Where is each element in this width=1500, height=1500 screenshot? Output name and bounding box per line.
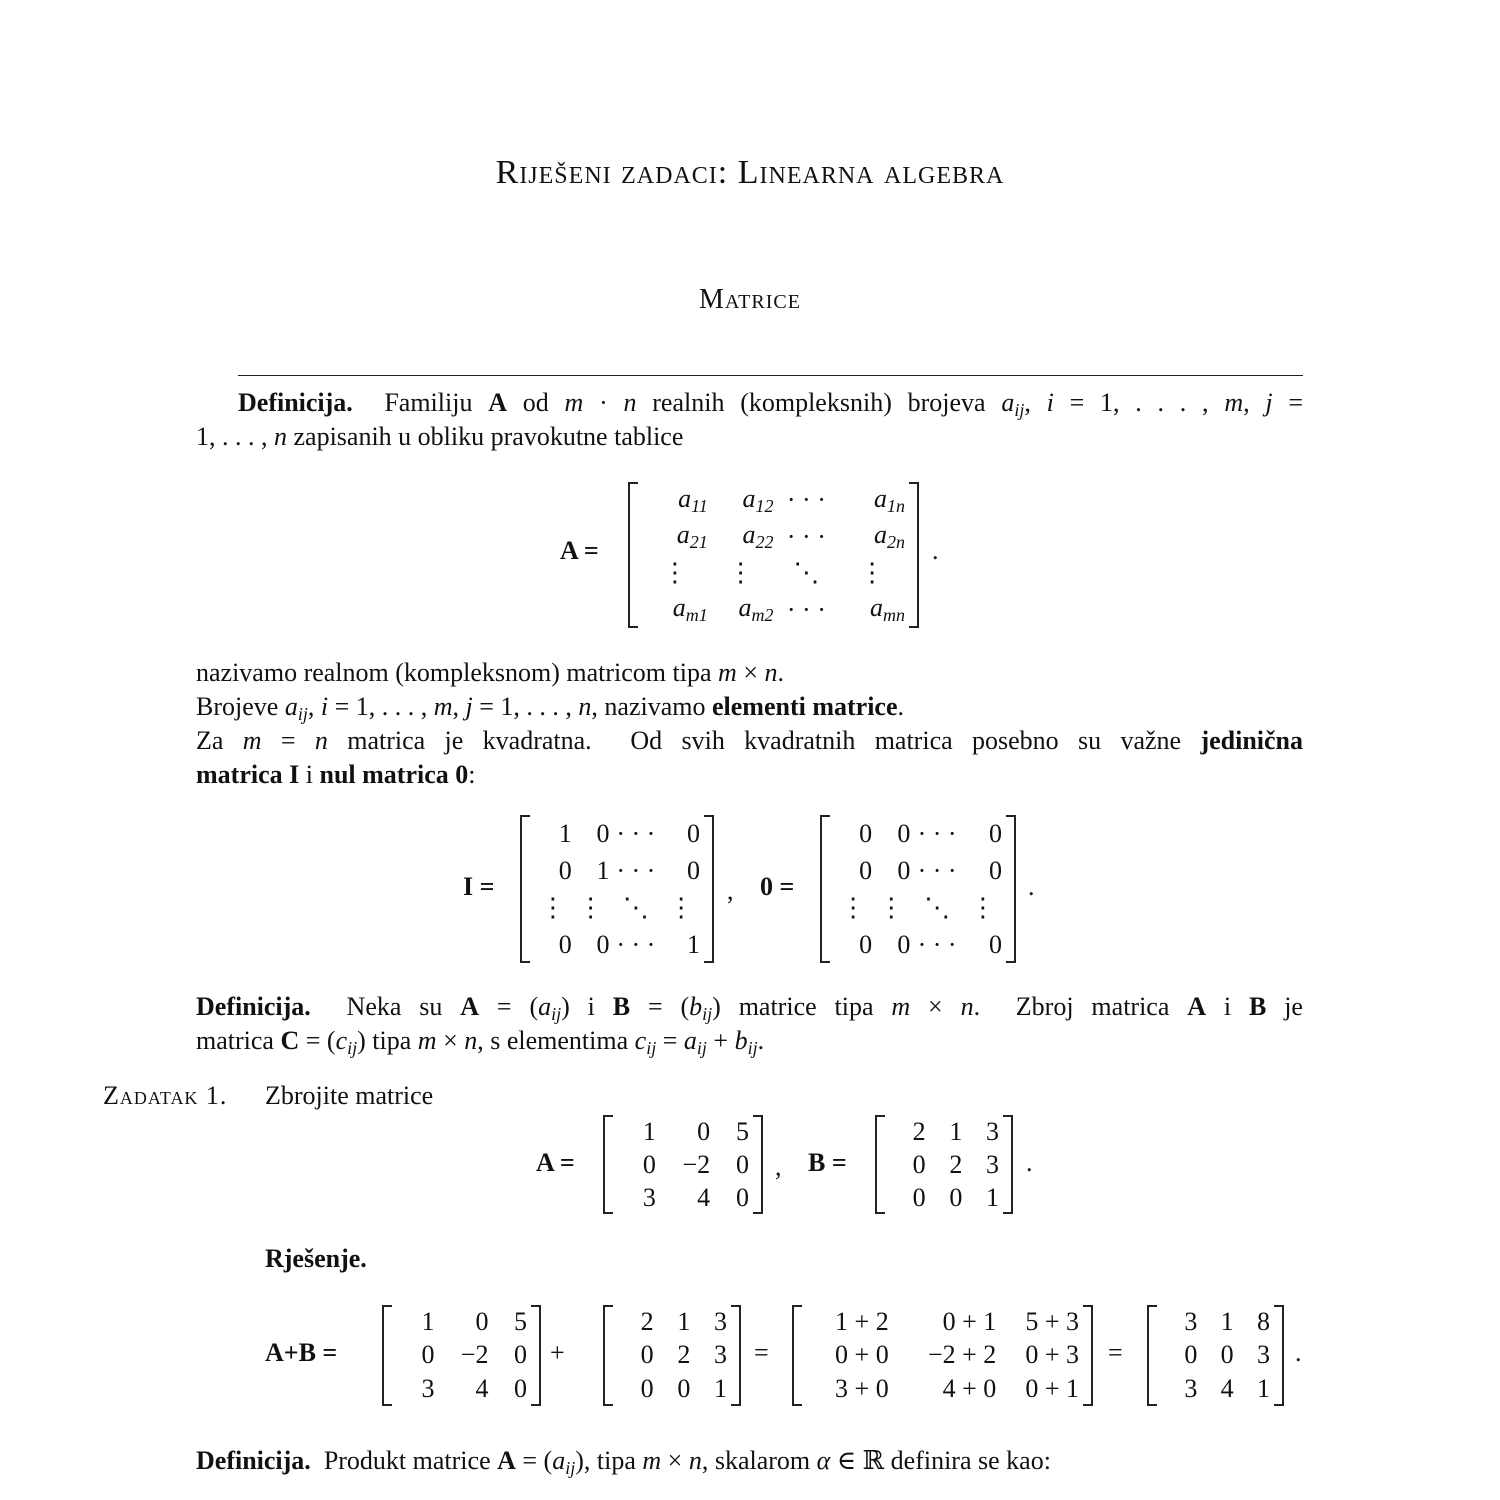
text-run: . — [897, 692, 905, 721]
matrix-cell: 0 + 1 — [1025, 1374, 1079, 1404]
text-run: m — [417, 1026, 437, 1055]
text-run: Produkt matrice — [310, 1446, 498, 1475]
matrix-cell: 2 — [912, 1116, 926, 1146]
text-run: Definicija. — [196, 1446, 311, 1475]
period: . — [1028, 872, 1035, 901]
matrix-cell: 0 — [897, 818, 911, 848]
matrix-cell: · · · — [917, 818, 957, 848]
text-run: ij — [551, 1004, 562, 1024]
text-run: A — [488, 388, 507, 417]
text-run: m — [642, 1446, 662, 1475]
text-run: j — [465, 692, 473, 721]
matrix-b — [875, 1115, 1013, 1214]
matrix-cell: ⋮ — [969, 892, 996, 922]
matrix-a — [603, 1115, 763, 1214]
matrix-cell: 0 — [513, 1374, 527, 1404]
text-run: = ( — [479, 992, 539, 1021]
text-run: n — [464, 1026, 478, 1055]
matrix-cell: ⋮ — [539, 892, 566, 922]
matrix-cell: ⋱ — [924, 892, 951, 922]
text-run: · — [583, 388, 624, 417]
text-run: i — [1206, 992, 1249, 1021]
entry-subscript: mn — [883, 605, 905, 626]
text-run: = ( — [630, 992, 690, 1021]
zero-matrix — [820, 815, 1016, 963]
matrix-cell: 3 — [714, 1340, 727, 1370]
text-run: ij — [565, 1458, 576, 1478]
plus-sign: + — [550, 1338, 565, 1367]
matrix-cell — [839, 520, 905, 553]
entry-subscript: 1n — [887, 495, 905, 516]
entry-symbol: a — [742, 483, 756, 513]
text-run: matrica I — [196, 760, 300, 789]
text-run: ), tipa — [575, 1446, 643, 1475]
text-run: = 1, . . . , — [472, 692, 579, 721]
text-run: b — [689, 992, 703, 1021]
entry-subscript: 21 — [689, 532, 708, 553]
text-run: Definicija. — [238, 388, 353, 417]
identity-matrix — [520, 815, 714, 963]
matrix-cell: 3 — [642, 1182, 656, 1212]
text-run: , — [1243, 388, 1266, 417]
matrix-cell: 3 + 0 — [835, 1374, 889, 1404]
paragraph-identity-zero — [196, 758, 1303, 792]
matrix-cell: · · · — [786, 521, 826, 551]
matrix-cell: 4 — [697, 1182, 711, 1212]
definition-3 — [196, 1444, 1303, 1485]
zero-matrix-label: 0 = — [760, 872, 795, 901]
text-run: , skalarom — [701, 1446, 817, 1475]
text-run: + — [706, 1026, 735, 1055]
text-run: α — [816, 1446, 831, 1475]
matrix-cell: −2 — [460, 1340, 489, 1370]
matrix-cell: 0 — [677, 1374, 691, 1404]
text-run: ij — [646, 1038, 657, 1058]
matrix-cell: 0 — [558, 855, 572, 885]
comma: , — [727, 876, 734, 905]
matrix-cell: · · · — [917, 855, 957, 885]
text-run: b — [734, 1026, 748, 1055]
definition-1-line-2 — [196, 420, 1303, 454]
text-run: = — [656, 1026, 684, 1055]
text-run: . Zbroj matrica — [973, 992, 1188, 1021]
matrix-cell: ⋮ — [661, 558, 688, 588]
matrix-cell: 2 — [949, 1149, 963, 1179]
text-run: , — [307, 692, 321, 721]
matrix-cell — [708, 484, 774, 517]
text-run: n — [688, 1446, 702, 1475]
text-run: i — [299, 760, 320, 789]
text-run: a — [538, 992, 552, 1021]
matrix-cell: 0 — [475, 1306, 489, 1336]
text-run: od — [507, 388, 565, 417]
paragraph-square — [196, 724, 1303, 758]
entry-subscript: m1 — [685, 605, 708, 626]
matrix-cell: 3 — [986, 1116, 999, 1146]
text-run: . — [757, 1026, 765, 1055]
matrix-cell: 0 — [640, 1340, 654, 1370]
matrix-cell: 1 — [714, 1374, 727, 1404]
paragraph-matrix-type — [196, 656, 1303, 690]
matrix-a-label: A = — [560, 536, 599, 565]
matrix-cell: 1 — [642, 1116, 656, 1146]
text-run: realnih (kompleksnih) brojeva — [636, 388, 1002, 417]
text-run: A — [1187, 992, 1207, 1021]
matrix-cell — [642, 593, 708, 626]
text-run: n — [764, 658, 778, 687]
text-run: = 1, . . . , — [328, 692, 434, 721]
text-run: n — [274, 422, 287, 451]
text-run: a — [683, 1026, 697, 1055]
matrix-cell: ⋮ — [577, 892, 604, 922]
text-run: zapisanih u obliku pravokutne tablice — [287, 422, 684, 451]
entry-symbol: a — [678, 483, 692, 513]
text-run: , — [452, 692, 466, 721]
matrix-cell: 0 — [859, 855, 873, 885]
text-run: n — [578, 692, 592, 721]
text-run: × — [736, 658, 765, 687]
text-run: ij — [702, 1004, 713, 1024]
matrix-cell: 0 — [897, 855, 911, 885]
matrix-cell: 3 — [1184, 1306, 1198, 1336]
matrix-cell: 0 — [686, 855, 700, 885]
text-run: A — [460, 992, 480, 1021]
matrix-a — [382, 1305, 541, 1406]
text-run: = ( — [515, 1446, 553, 1475]
text-run: ij — [696, 1038, 707, 1058]
text-run: ij — [747, 1038, 758, 1058]
section-heading: Matrice — [699, 284, 801, 315]
text-run: j — [1265, 388, 1273, 417]
matrix-cell: 0 — [1220, 1340, 1234, 1370]
matrix-cell: 0 — [859, 818, 873, 848]
matrix-cell: 1 — [686, 929, 700, 959]
text-run: B — [1249, 992, 1267, 1021]
matrix-cell — [839, 484, 905, 517]
matrix-cell: · · · — [616, 818, 656, 848]
text-run: matrica — [196, 1026, 281, 1055]
text-run: : — [468, 760, 476, 789]
matrix-cell: 5 — [513, 1306, 527, 1336]
matrix-cell: 1 — [1256, 1374, 1270, 1404]
text-run: ij — [1014, 400, 1025, 420]
matrix-cell — [708, 593, 774, 626]
matrix-a-label: A = — [536, 1148, 575, 1177]
comma: , — [775, 1152, 782, 1181]
matrix-cell: ⋮ — [878, 892, 905, 922]
text-run: m — [433, 692, 453, 721]
period: . — [932, 536, 939, 565]
matrix-cell: 0 — [596, 818, 610, 848]
entry-subscript: 11 — [691, 495, 708, 516]
matrix-cell: 0 — [988, 818, 1002, 848]
text-run: A — [497, 1446, 516, 1475]
equals-sign: = — [1108, 1338, 1123, 1367]
matrix-cell: 0 — [949, 1182, 963, 1212]
entry-symbol: a — [742, 520, 756, 550]
matrix-cell: 2 — [640, 1306, 654, 1336]
matrix-cell: 5 + 3 — [1025, 1306, 1079, 1336]
entry-subscript: 22 — [755, 532, 774, 553]
matrix-sum-expanded — [792, 1305, 1093, 1406]
text-run: , s elementima — [477, 1026, 635, 1055]
entry-symbol: a — [874, 520, 887, 550]
entry-symbol: a — [874, 483, 887, 513]
matrix-cell: 0 — [596, 929, 610, 959]
equals-sign: = — [754, 1338, 769, 1367]
matrix-cell — [642, 520, 708, 553]
text-run: ) i — [561, 992, 613, 1021]
matrix-cell: 0 — [912, 1149, 926, 1179]
text-run: m — [891, 992, 911, 1021]
matrix-cell — [642, 484, 708, 517]
definition-2-line-2 — [196, 1024, 1303, 1065]
matrix-cell: 1 — [949, 1116, 963, 1146]
matrix-cell: 0 + 1 — [942, 1306, 997, 1336]
entry-symbol: a — [870, 593, 883, 623]
text-run: Neka su — [310, 992, 461, 1021]
matrix-cell: 0 — [735, 1182, 749, 1212]
matrix-cell: 5 — [735, 1116, 749, 1146]
matrix-cell: ⋱ — [793, 558, 820, 588]
matrix-cell: 0 — [697, 1116, 711, 1146]
entry-symbol: a — [738, 593, 752, 623]
matrix-cell: 0 — [513, 1340, 527, 1370]
document-title: Riješeni zadaci: Linearna algebra — [495, 154, 1005, 191]
entry-subscript: m2 — [751, 605, 774, 626]
matrix-cell: · · · — [786, 485, 826, 515]
matrix-cell: ⋮ — [727, 558, 754, 588]
task-text — [265, 1081, 433, 1111]
matrix-cell: 0 — [642, 1149, 656, 1179]
text-run: ij — [347, 1038, 358, 1058]
text-run: ) matrice tipa — [712, 992, 892, 1021]
matrix-cell: 1 — [421, 1306, 435, 1336]
text-run: n — [314, 726, 328, 755]
text-run: = ( — [299, 1026, 336, 1055]
text-run: jedinična — [1200, 726, 1304, 755]
text-run: × — [910, 992, 961, 1021]
text-run: . — [777, 658, 784, 687]
text-run: ∈ ℝ definira se kao: — [830, 1446, 1051, 1475]
matrix-cell: 0 — [988, 855, 1002, 885]
matrix-cell: · · · — [616, 929, 656, 959]
matrix-sum-result — [1147, 1305, 1284, 1406]
matrix-cell: 3 — [986, 1149, 999, 1179]
text-run: m — [718, 658, 737, 687]
matrix-cell: 4 + 0 — [942, 1374, 997, 1404]
sum-label: A+B = — [265, 1338, 338, 1367]
text-run: = 1, . . . , — [1053, 388, 1225, 417]
matrix-cell: 0 — [686, 818, 700, 848]
text-run: nul matrica 0 — [319, 760, 469, 789]
entry-subscript: 2n — [887, 532, 905, 553]
matrix-cell: 0 + 3 — [1025, 1340, 1079, 1370]
horizontal-rule — [238, 375, 1303, 376]
text-run: c — [634, 1026, 647, 1055]
matrix-cell: 1 — [558, 818, 572, 848]
period: . — [1026, 1148, 1033, 1177]
text-run: i — [1046, 388, 1054, 417]
matrix-cell: −2 — [682, 1149, 711, 1179]
text-run: n — [960, 992, 974, 1021]
text-run: matrica je kvadratna. Od svih kvadratnih matrica posebno su važne — [327, 726, 1201, 755]
text-run: c — [335, 1026, 348, 1055]
text-run: Zbrojite matrice — [265, 1081, 434, 1110]
text-run: i — [320, 692, 329, 721]
matrix-cell — [839, 593, 905, 626]
text-run: m — [564, 388, 584, 417]
matrix-cell: 0 — [988, 929, 1002, 959]
matrix-cell: 8 — [1256, 1306, 1270, 1336]
task-label: Zadatak 1. — [103, 1081, 228, 1110]
matrix-cell: · · · — [917, 929, 957, 959]
entry-symbol: a — [676, 520, 690, 550]
text-run: je — [1266, 992, 1303, 1021]
matrix-cell: ⋱ — [622, 892, 649, 922]
matrix-cell: 0 — [859, 929, 873, 959]
text-run: Definicija. — [196, 992, 311, 1021]
text-run: , — [1024, 388, 1047, 417]
matrix-cell: 3 — [1256, 1340, 1270, 1370]
period: . — [1295, 1338, 1302, 1367]
matrix-cell: 1 — [596, 855, 610, 885]
text-run: Familiju — [352, 388, 489, 417]
matrix-cell: −2 + 2 — [927, 1340, 997, 1370]
text-run: , nazivamo — [591, 692, 712, 721]
matrix-cell: 3 — [421, 1374, 435, 1404]
text-run: B — [612, 992, 631, 1021]
text-run: ij — [297, 704, 308, 724]
solution-label: Rješenje. — [265, 1244, 367, 1273]
matrix-cell: 4 — [1220, 1374, 1234, 1404]
text-run: a — [284, 692, 298, 721]
matrix-cell: 0 — [421, 1340, 435, 1370]
text-run: C — [280, 1026, 300, 1055]
text-run: a — [552, 1446, 566, 1475]
matrix-cell: 1 — [986, 1182, 999, 1212]
matrix-cell: · · · — [786, 594, 826, 624]
text-run: Za — [196, 726, 243, 755]
entry-subscript: 12 — [755, 495, 774, 516]
matrix-cell: 3 — [714, 1306, 727, 1336]
text-run: = — [1272, 388, 1304, 417]
text-run: × — [436, 1026, 465, 1055]
matrix-cell: ⋮ — [840, 892, 867, 922]
matrix-cell: ⋮ — [668, 892, 695, 922]
matrix-cell: 0 — [897, 929, 911, 959]
matrix-cell: 4 — [475, 1374, 489, 1404]
matrix-cell: 0 + 0 — [835, 1340, 889, 1370]
text-run: × — [661, 1446, 689, 1475]
matrix-cell: 1 — [677, 1306, 691, 1336]
entry-symbol: a — [672, 593, 686, 623]
matrix-cell: · · · — [616, 855, 656, 885]
matrix-cell: 0 — [912, 1182, 926, 1212]
text-run: Brojeve — [196, 692, 285, 721]
matrix-cell: 0 — [735, 1149, 749, 1179]
text-run: m — [242, 726, 262, 755]
text-run: = — [261, 726, 315, 755]
text-run: m — [1224, 388, 1244, 417]
matrix-cell: 0 — [1184, 1340, 1198, 1370]
matrix-cell: ⋮ — [859, 558, 886, 588]
text-run: n — [623, 388, 637, 417]
matrix-cell: 3 — [1184, 1374, 1198, 1404]
identity-label: I = — [463, 872, 495, 901]
matrix-cell — [708, 520, 774, 553]
text-run: ) tipa — [357, 1026, 418, 1055]
matrix-b-label: B = — [808, 1148, 847, 1177]
text-run: a — [1001, 388, 1015, 417]
text-run: 1, . . . , — [196, 422, 274, 451]
matrix-cell: 2 — [677, 1340, 691, 1370]
matrix-cell: 1 — [1220, 1306, 1234, 1336]
matrix-b — [603, 1305, 741, 1406]
matrix-cell: 0 — [558, 929, 572, 959]
text-run: nazivamo realnom (kompleksnom) matricom tipa — [196, 658, 719, 687]
matrix-cell: 0 — [640, 1374, 654, 1404]
matrix-cell: 1 + 2 — [835, 1306, 889, 1336]
text-run: elementi matrice — [712, 692, 898, 721]
matrix-a-general — [628, 482, 919, 628]
